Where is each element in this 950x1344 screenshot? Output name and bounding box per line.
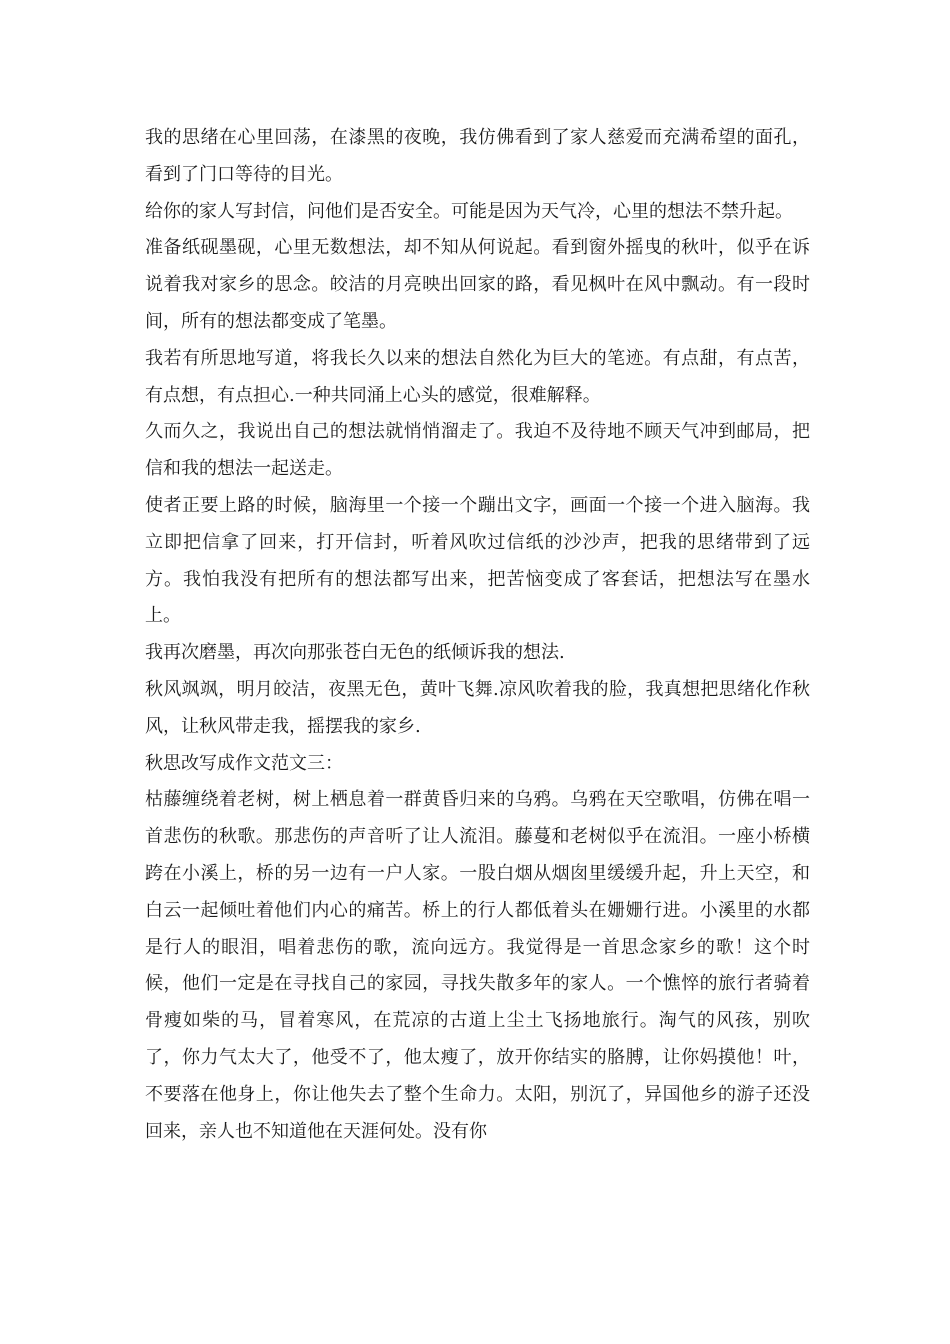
paragraph-8: 秋风飒飒，明月皎洁，夜黑无色，黄叶飞舞.凉风吹着我的脸，我真想把思绪化作秋风，让秋风带走我，摇摆我的家乡. [145, 678, 810, 737]
paragraph-6: 使者正要上路的时候，脑海里一个接一个蹦出文字，画面一个接一个进入脑海。我立即把信拿了回来，打开信封，听着风吹过信纸的沙沙声，把我的思绪带到了远方。我怕我没有把所有的想法都写出来，把苦恼变成了客套话，把想法写在墨水上。 [145, 494, 810, 627]
paragraph-9: 枯藤缠绕着老树，树上栖息着一群黄昏归来的乌鸦。乌鸦在天空歌唱，仿佛在唱一首悲伤的秋歌。那悲伤的声音听了让人流泪。藤蔓和老树似乎在流泪。一座小桥横跨在小溪上，桥的另一边有一户人家。一股白烟从烟囱里缓缓升起，升上天空，和白云一起倾吐着他们内心的痛苦。桥上的行人都低着头在姗姗行进。小溪里的水都是行人的眼泪，唱着悲伤的歌，流向远方。我觉得是一首思念家乡的歌！这个时候，他们一定是在寻找自己的家园，寻找失散多年的家人。一个憔悴的旅行者骑着骨瘦如柴的马，冒着寒风，在荒凉的古道上尘土飞扬地旅行。淘气的风孩，别吹了，你力气太大了，他受不了，他太瘦了，放开你结实的胳膊，让你妈摸他！叶，不要落在他身上，你让他失去了整个生命力。太阳，别沉了，异国他乡的游子还没回来，亲人也不知道他在天涯何处。没有你 [145, 789, 810, 1142]
paragraph-7: 我再次磨墨，再次向那张苍白无色的纸倾诉我的想法. [145, 642, 565, 664]
document-body [145, 120, 810, 1150]
paragraph-4: 我若有所思地写道，将我长久以来的想法自然化为巨大的笔迹。有点甜，有点苦，有点想，有点担心.一种共同涌上心头的感觉，很难解释。 [145, 347, 810, 406]
paragraph-2: 给你的家人写封信，问他们是否安全。可能是因为天气冷，心里的想法不禁升起。 [145, 200, 793, 222]
paragraph-3: 准备纸砚墨砚，心里无数想法，却不知从何说起。看到窗外摇曳的秋叶，似乎在诉说着我对家乡的思念。皎洁的月亮映出回家的路，看见枫叶在风中飘动。有一段时间，所有的想法都变成了笔墨。 [145, 237, 810, 332]
section-heading: 秋思改写成作文范文三： [145, 752, 343, 774]
paragraph-1: 我的思绪在心里回荡，在漆黑的夜晚，我仿佛看到了家人慈爱而充满希望的面孔，看到了门口等待的目光。 [145, 127, 810, 185]
paragraph-5: 久而久之，我说出自己的想法就悄悄溜走了。我迫不及待地不顾天气冲到邮局，把信和我的想法一起送走。 [145, 421, 810, 480]
